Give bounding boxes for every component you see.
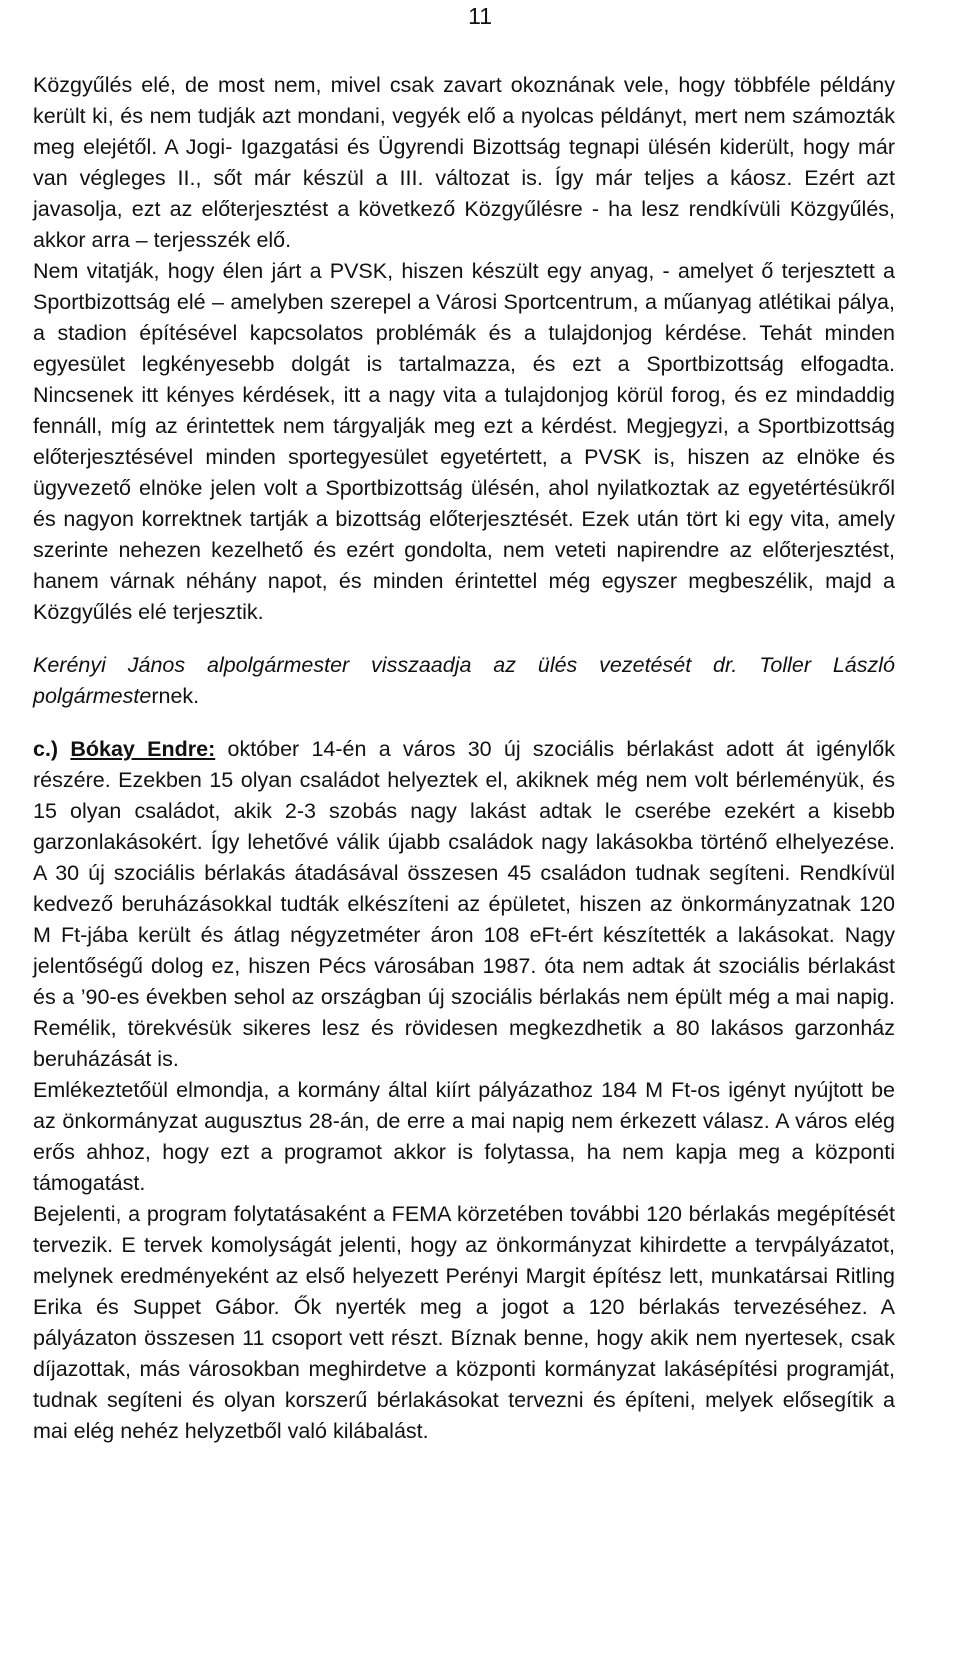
paragraph-5: Emlékeztetőül elmondja, a kormány által kiírt pályázathoz 184 M Ft-os igényt nyújtott be az önkormányzat augusztus 28-án, de erre a mai napig nem érkezett válasz. A város elég erős ahhoz, hogy ezt a programot akkor is folytassa, ha nem kapja meg a központi támogatást. bbox=[33, 1078, 895, 1195]
paragraph-1: Közgyűlés elé, de most nem, mivel csak zavart okoznának vele, hogy többféle példány került ki, és nem tudják azt mondani, vegyék elő a nyolcas példányt, mert nem számozták meg elejétől. A Jogi- Igazgatási és Ügyrendi Bizottság tegnapi ülésén kiderült, hogy már van végleges II., sőt már készül a III. változat is. Így már teljes a káosz. Ezért azt javasolja, ezt az előterjesztést a következő Közgyűlésre - ha lesz rendkívüli Közgyűlés, akkor arra – terjesszék elő. bbox=[33, 73, 895, 252]
paragraph-gap bbox=[33, 628, 895, 650]
item-label: c.) bbox=[33, 737, 59, 761]
speaker-name: Bókay Endre: bbox=[70, 737, 216, 761]
chair-handover-note-tail: rnek. bbox=[151, 684, 200, 708]
speaker-text: október 14-én a város 30 új szociális bérlakást adott át igénylők részére. Ezekben 15 olyan családot helyeztek el, akiknek még nem volt bérleményük, és 15 olyan családot, akik 2-3 szobás nagy lakást adtak le cserébe ezekért a kisebb garzonlakásokért. Így lehetővé válik újabb családok nagy lakásokba történő elhelyezése. A 30 új szociális bérlakás átadásával összesen 45 családon tudnak segíteni. Rendkívül kedvező beruházásokkal tudták elkészíteni az épületet, hiszen az önkormányzatnak 120 M Ft-jába került és átlag négyzetméter áron 108 eFt-ért készítették a lakásokat. Nagy jelentőségű dolog ez, hiszen Pécs városában 1987. óta nem adtak át szociális bérlakást és a ’90-es években sehol az országban új szociális bérlakás nem épült még a mai napig. Remélik, törekvésük sikeres lesz és rövidesen megkezdhetik a 80 lakásos garzonház beruházását is. bbox=[33, 737, 895, 1071]
document-body bbox=[33, 70, 895, 1447]
paragraph-gap bbox=[33, 712, 895, 734]
paragraph-2: Nem vitatják, hogy élen járt a PVSK, hiszen készült egy anyag, - amelyet ő terjesztett a Sportbizottság elé – amelyben szerepel a Városi Sportcentrum, a műanyag atlétikai pálya, a stadion építésével kapcsolatos problémák és a tulajdonjog kérdése. Tehát minden egyesület legkényesebb dolgát is tartalmazza, és ezt a Sportbizottság elfogadta. Nincsenek itt kényes kérdések, itt a nagy vita a tulajdonjog körül forog, és ez mindaddig fennáll, míg az érintettek nem tárgyalják meg ezt a kérdést. Megjegyzi, a Sportbizottság előterjesztésével minden sportegyesület egyetértett, a PVSK is, hiszen az elnöke és ügyvezető elnöke jelen volt a Sportbizottság ülésén, ahol nyilatkoztak az egyetértésükről és nagyon korrektnek tartják a bizottság előterjesztését. Ezek után tört ki egy vita, amely szerinte nehezen kezelhető és ezért gondolta, nem veteti napirendre az előterjesztést, hanem várnak néhány napot, és minden érintettel még egyszer megbeszélik, majd a Közgyűlés elé terjesztik. bbox=[33, 259, 895, 624]
page-number-text: 11 bbox=[468, 3, 492, 29]
chair-handover-note: Kerényi János alpolgármester visszaadja az ülés vezetését dr. Toller László polgármeste bbox=[33, 653, 895, 708]
page-number bbox=[0, 2, 960, 30]
paragraph-3 bbox=[33, 650, 895, 712]
paragraph-4 bbox=[33, 734, 895, 1075]
paragraph-6: Bejelenti, a program folytatásaként a FEMA körzetében további 120 bérlakás megépítését tervezik. E tervek komolyságát jelenti, hogy az önkormányzat kihirdette a tervpályázatot, melynek eredményeként az első helyezett Perényi Margit építész lett, munkatársai Ritling Erika és Suppet Gábor. Ők nyerték meg a jogot a 120 bérlakás tervezéséhez. A pályázaton összesen 11 csoport vett részt. Bíznak benne, hogy akik nem nyertesek, csak díjazottak, más városokban meghirdetve a központi kormányzat lakásépítési programját, tudnak segíteni és olyan korszerű bérlakásokat tervezni és építeni, melyek elősegítik a mai elég nehéz helyzetből való kilábalást. bbox=[33, 1202, 895, 1443]
